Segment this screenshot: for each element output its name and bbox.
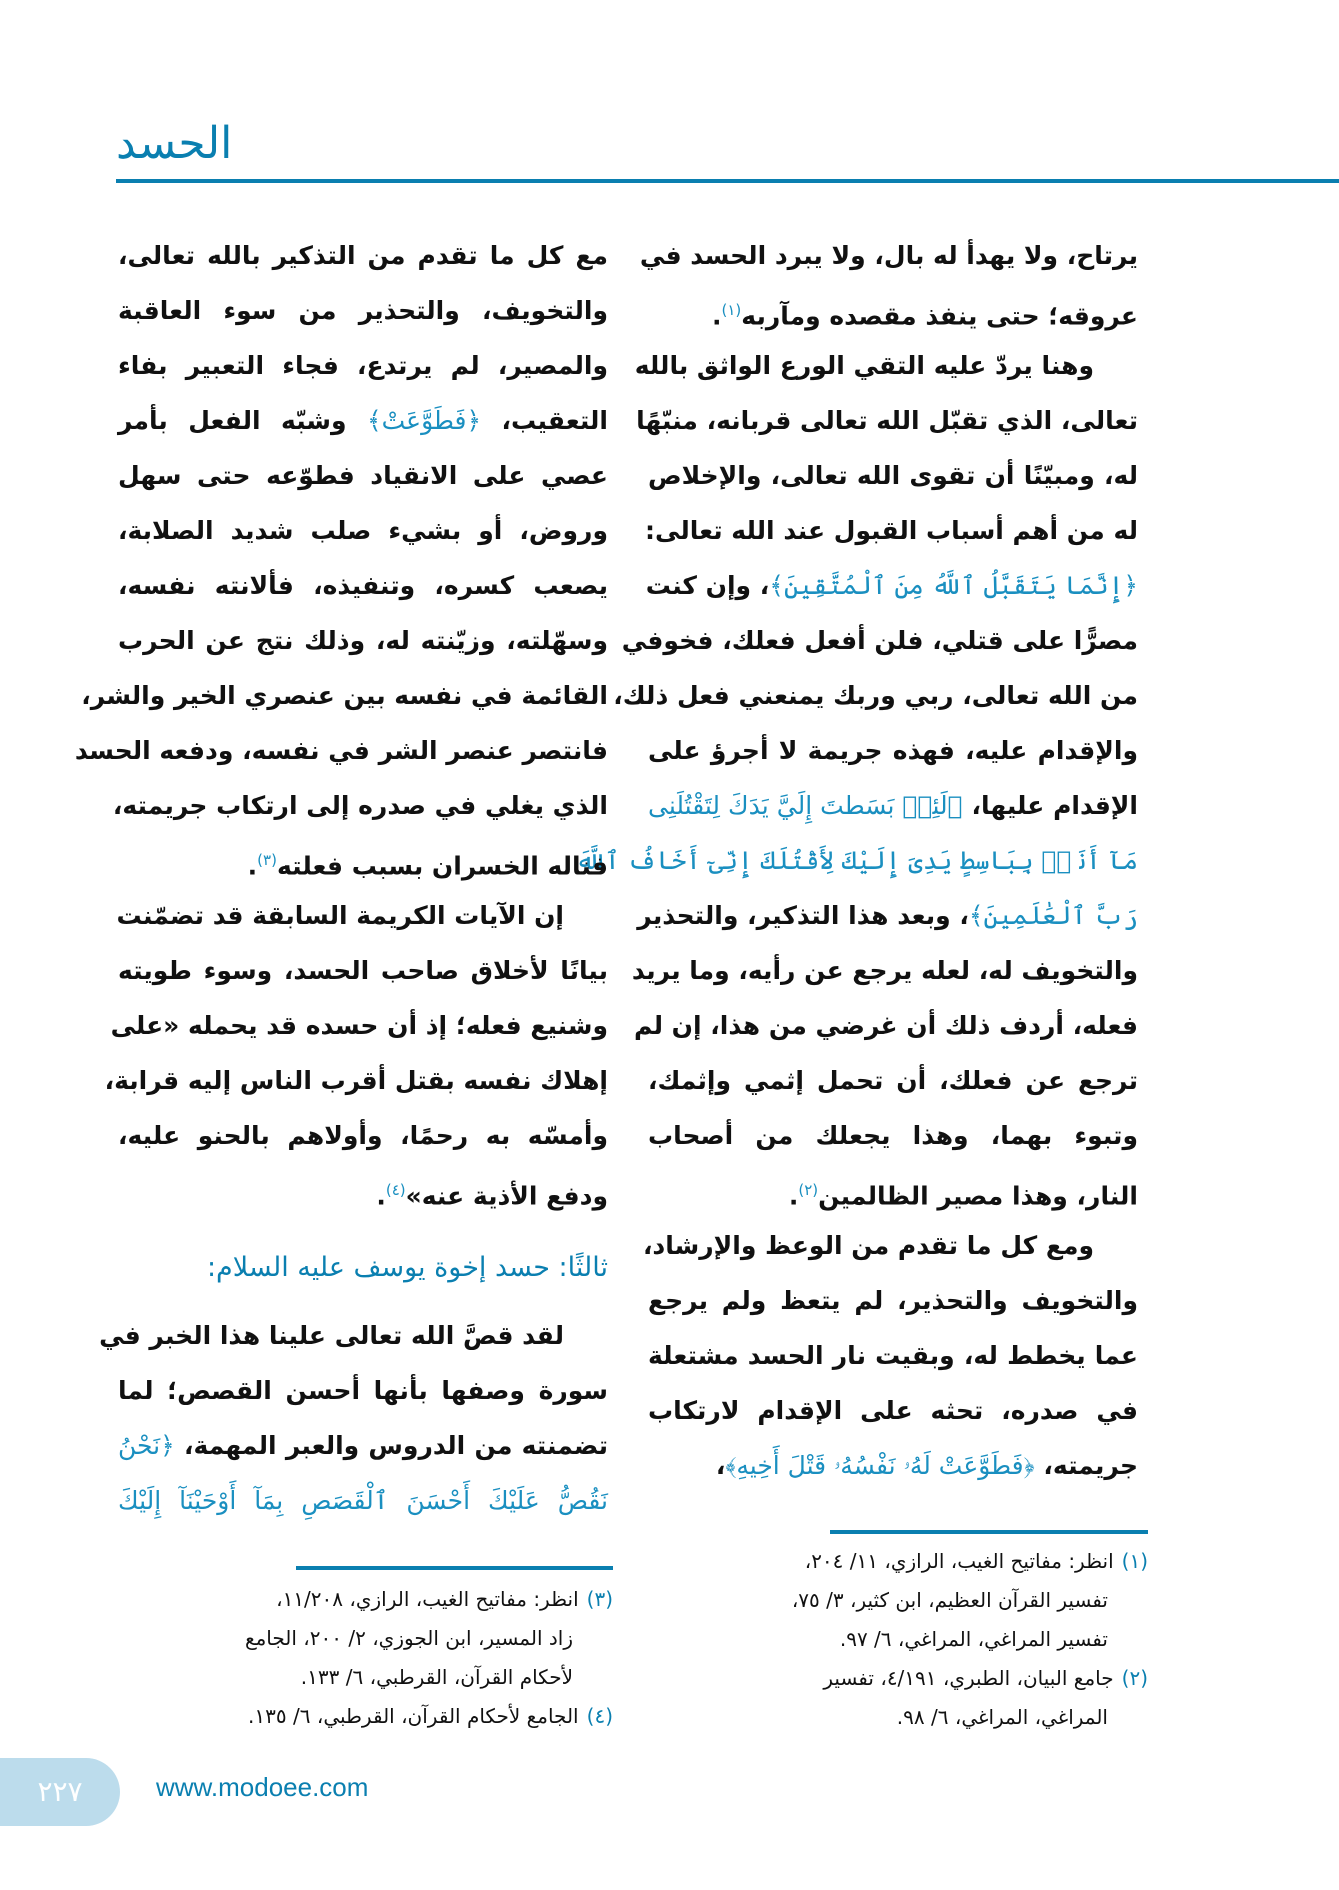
text-segment: إن الآيات الكريمة السابقة قد تضمّنت [116,901,564,930]
text-line [648,778,1138,833]
text-segment: فناله الخسران بسبب فعلته [276,851,608,881]
text-line [648,1328,1138,1383]
text-segment: ، وبعد هذا التذكير، والتحذير [637,901,969,930]
text-segment: مع كل ما تقدم من التذكير بالله تعالى، [118,241,608,270]
text-segment: . [376,1181,386,1211]
footnote-ref[interactable]: (٢) [798,1181,819,1199]
header-divider [116,179,1339,183]
footnote-line [792,1542,1148,1581]
footnote-text: المراغي، المراغي، ٦/ ٩٨. [896,1705,1108,1729]
text-line [118,338,608,393]
quran-verse: ﴿لَئِنۢ بَسَطتَ إِلَيَّ يَدَكَ لِتَقْتُلَنِى [648,791,963,820]
text-segment: بيانًا لأخلاق صاحب الحسد، وسوء طويته [118,956,608,985]
text-segment: الإقدام عليها، [962,791,1138,820]
text-line [648,1053,1138,1108]
text-line [575,833,1138,888]
text-line [118,503,608,558]
text-line [636,393,1138,448]
footnote-number: (٢) [1121,1666,1148,1690]
footnote-line [245,1658,613,1697]
text-segment: من الله تعالى، ربي وربك يمنعني فعل ذلك، [613,681,1138,710]
footnote-number: (١) [1121,1549,1148,1573]
text-segment: وروض، أو بشيء صلب شديد الصلابة، [118,516,608,545]
text-segment: له، ومبيّنًا أن تقوى الله تعالى، والإخلاص [648,461,1138,490]
text-line [118,943,608,998]
footnote-text: تفسير المراغي، المراغي، ٦/ ٩٧. [839,1627,1108,1651]
text-line [118,1363,608,1418]
text-segment: جريمته، [1034,1451,1138,1480]
text-segment: القائمة في نفسه بين عنصري الخير والشر، [81,681,608,710]
text-segment: والمصير، لم يرتدع، فجاء التعبير بفاء [118,351,608,380]
footnote-line [245,1697,613,1736]
footnote-ref[interactable]: (١) [721,301,742,319]
footnote-divider-right [830,1530,1148,1534]
text-line [118,888,608,943]
text-segment: وأمسّه به رحمًا، وأولاهم بالحنو عليه، [118,1121,608,1150]
text-segment: وشبّه الفعل بأمر [118,406,367,435]
text-segment: الذي يغلي في صدره إلى ارتكاب جريمته، [112,791,608,820]
text-segment: له من أهم أسباب القبول عند الله تعالى: [645,516,1138,545]
text-segment: سورة وصفها بأنها أحسن القصص؛ لما [118,1376,608,1405]
text-segment: عروقه؛ حتى ينفذ مقصده ومآربه [741,301,1138,331]
text-segment: وشنيع فعله؛ إذ أن حسده قد يحمله «على [110,1011,608,1040]
text-line [613,668,1138,723]
section-heading: ثالثًا: حسد إخوة يوسف عليه السلام: [206,1252,608,1283]
text-segment: ومع كل ما تقدم من الوعظ والإرشاد، [642,1231,1094,1260]
text-segment: إهلاك نفسه بقتل أقرب الناس إليه قرابة، [104,1066,608,1095]
text-segment: ، [715,1451,726,1480]
text-segment: تضمنته من الدروس والعبر المهمة، [174,1431,608,1460]
page-number: ٢٢٧ [0,1758,120,1826]
text-line [621,613,1138,668]
text-line [633,998,1138,1053]
text-line [81,668,608,723]
text-line [99,1308,608,1363]
text-segment: . [247,851,258,881]
text-segment: وهنا يردّ عليه التقي الورع الواثق بالله [634,351,1094,380]
text-segment: عما يخطط له، وبقيت نار الحسد مشتعلة [648,1341,1138,1370]
footnote-number: (٣) [586,1587,613,1611]
text-segment: والتخويف والتحذير، لم يتعظ ولم يرجع [648,1286,1138,1315]
text-segment: مصرًّا على قتلي، فلن أفعل فعلك، فخوفي [621,626,1138,655]
text-segment: فانتصر عنصر الشر في نفسه، ودفعه الحسد [74,736,608,765]
text-line [642,1218,1138,1273]
footnote-text: لأحكام القرآن، القرطبي، ٦/ ١٣٣. [300,1665,573,1689]
footnote-number: (٤) [586,1704,613,1728]
footnotes-right [792,1542,1148,1737]
quran-verse: ﴿نَحْنُ [118,1431,175,1460]
footnote-text: تفسير القرآن العظيم، ابن كثير، ٣/ ٧٥، [791,1588,1108,1612]
text-segment: يصعب كسره، وتنفيذه، فألانته نفسه، [118,571,608,600]
text-segment: والتخويف له، لعله يرجع عن رأيه، وما يريد [631,956,1138,985]
text-segment: والتخويف، والتحذير من سوء العاقبة [118,296,608,325]
footnote-line [792,1581,1148,1620]
footnote-text: انظر: مفاتيح الغيب، الرازي، ١١/٢٠٨، [276,1587,579,1611]
text-line [634,338,1138,393]
text-line [118,1473,608,1528]
text-line [645,503,1138,558]
text-line [118,833,608,888]
text-line [648,448,1138,503]
text-segment: النار، وهذا مصير الظالمين [818,1181,1138,1211]
footnote-line [792,1659,1148,1698]
text-segment: وسهّلته، وزيّنته له، وذلك نتج عن الحرب [118,626,608,655]
text-segment: عصي على الانقياد فطوّعه حتى سهل [118,461,608,490]
text-line [645,558,1138,613]
quran-verse: مَآ أَنَا۠ بِبَاسِطٍ يَدِىَ إِلَيْكَ لِأَقْتُلَكَ إِنِّىٓ أَخَافُ ٱللَّهَ [575,846,1138,875]
text-line [631,943,1138,998]
footnotes-left [245,1580,613,1736]
text-line [648,1273,1138,1328]
footnote-line [792,1620,1148,1659]
text-segment: ، وإن كنت [645,571,770,600]
quran-verse: نَقُصُّ عَلَيْكَ أَحْسَنَ ٱلْقَصَصِ بِمَآ أَوْحَيْنَآ إِلَيْكَ [118,1486,608,1515]
quran-verse: ﴿فَطَوَّعَتْ﴾ [366,406,482,435]
text-line [118,393,608,448]
text-segment: والإقدام عليه، فهذه جريمة لا أجرؤ على [648,736,1138,765]
text-line [118,1418,608,1473]
quran-verse: ﴿إِنَّمَا يَتَقَبَّلُ ٱللَّهُ مِنَ ٱلْمُتَّقِينَ﴾ [769,571,1138,600]
footnote-text: الجامع لأحكام القرآن، القرطبي، ٦/ ١٣٥. [248,1704,579,1728]
quran-verse: رَبَّ ٱلْعَٰلَمِينَ﴾ [968,901,1138,930]
text-line [118,1163,608,1218]
text-line [648,1438,1138,1493]
text-segment: . [788,1181,799,1211]
text-line [648,723,1138,778]
text-line [104,1053,608,1108]
footnote-line [792,1698,1148,1737]
quran-verse: ﴿فَطَوَّعَتْ لَهُۥ نَفْسُهُۥ قَتْلَ أَخِيهِ﴾ [725,1451,1035,1480]
text-segment: لقد قصَّ الله تعالى علينا هذا الخبر في [99,1321,564,1350]
text-line [118,558,608,613]
text-line [648,1163,1138,1218]
text-line [648,1383,1138,1438]
text-line [639,228,1138,283]
text-line [118,1108,608,1163]
text-segment: . [712,301,722,331]
text-segment: التعقيب، [481,406,608,435]
footnote-text: زاد المسير، ابن الجوزي، ٢/ ٢٠٠، الجامع [244,1626,573,1650]
text-line [648,283,1138,338]
footnote-text: جامع البيان، الطبري، ٤/١٩١، تفسير [823,1666,1114,1690]
text-line [74,723,608,778]
text-line [110,998,608,1053]
footnote-ref[interactable]: (٤) [385,1181,406,1199]
chapter-title: الحسد [116,118,233,169]
text-line [118,228,608,283]
text-segment: يرتاح، ولا يهدأ له بال، ولا يبرد الحسد في [639,241,1138,270]
website-link[interactable]: www.modoee.com [156,1772,369,1802]
footnote-text: انظر: مفاتيح الغيب، الرازي، ١١/ ٢٠٤، [804,1549,1114,1573]
text-line [648,1108,1138,1163]
footnote-divider-left [296,1566,613,1570]
text-line [118,613,608,668]
text-line [118,283,608,338]
text-segment: ترجع عن فعلك، أن تحمل إثمي وإثمك، [648,1066,1138,1095]
footnote-ref[interactable]: (٣) [257,851,277,869]
text-segment: ودفع الأذية عنه» [405,1181,608,1211]
text-line [637,888,1138,943]
footnote-line [245,1580,613,1619]
text-segment: فعله، أردف ذلك أن غرضي من هذا، إن لم [633,1011,1138,1040]
text-segment: تعالى، الذي تقبّل الله تعالى قربانه، منبّهًا [636,406,1138,435]
footnote-line [245,1619,613,1658]
text-segment: في صدره، تحثه على الإقدام لارتكاب [648,1396,1138,1425]
text-line [118,448,608,503]
text-line [112,778,608,833]
text-segment: وتبوء بهما، وهذا يجعلك من أصحاب [648,1121,1138,1150]
